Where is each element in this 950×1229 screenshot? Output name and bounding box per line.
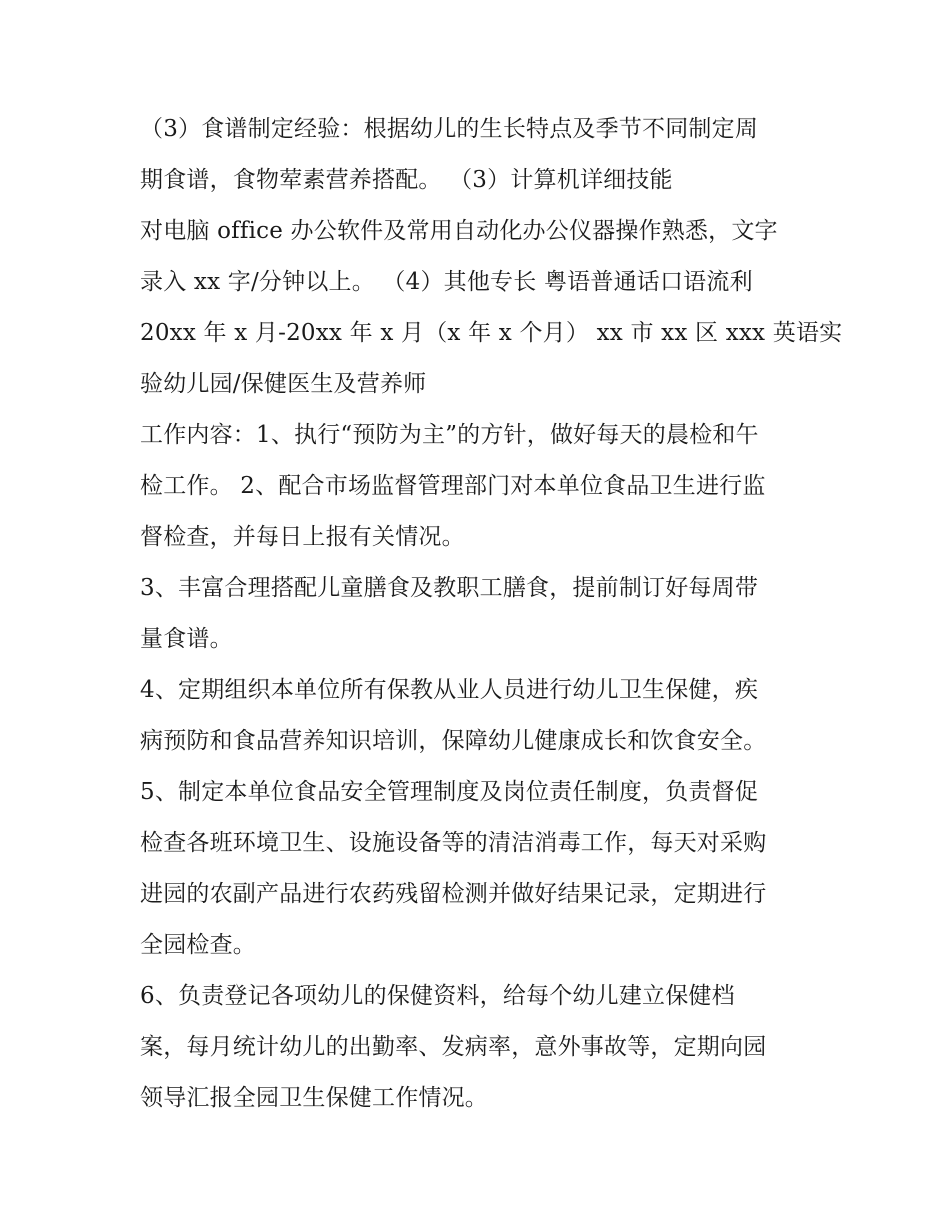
text-line: 检查各班环境卫生、设施设备等的清洁消毒工作，每天对采购 bbox=[140, 830, 767, 856]
text-line: 期食谱，食物荤素营养搭配。 （3）计算机详细技能 bbox=[140, 167, 673, 193]
text-line: 领导汇报全园卫生保健工作情况。 bbox=[140, 1085, 488, 1111]
text-line: 对电脑 office 办公软件及常用自动化办公仪器操作熟悉，文字 bbox=[140, 218, 778, 244]
text-line: 全园检查。 bbox=[140, 932, 256, 958]
document-body bbox=[140, 104, 843, 1124]
text-line: 5、制定本单位食品安全管理制度及岗位责任制度，负责督促 bbox=[140, 779, 759, 805]
text-line: 量食谱。 bbox=[140, 626, 233, 652]
text-line: 验幼儿园/保健医生及营养师 bbox=[140, 371, 427, 397]
text-line: 进园的农副产品进行农药残留检测并做好结果记录，定期进行 bbox=[140, 881, 767, 907]
text-line: 病预防和食品营养知识培训，保障幼儿健康成长和饮食安全。 bbox=[140, 728, 767, 754]
text-line: 工作内容：1、执行“预防为主”的方针，做好每天的晨检和午 bbox=[140, 422, 759, 448]
text-line: 案，每月统计幼儿的出勤率、发病率，意外事故等，定期向园 bbox=[140, 1034, 767, 1060]
text-line: （3）食谱制定经验：根据幼儿的生长特点及季节不同制定周 bbox=[140, 116, 759, 142]
text-line: 督检查，并每日上报有关情况。 bbox=[140, 524, 465, 550]
text-line: 录入 xx 字/分钟以上。 （4）其他专长 粤语普通话口语流利 bbox=[140, 269, 753, 295]
text-line: 20xx 年 x 月-20xx 年 x 月（x 年 x 个月） xx 市 xx 区 xxx 英语实 bbox=[140, 320, 843, 346]
text-line: 4、定期组织本单位所有保教从业人员进行幼儿卫生保健，疾 bbox=[140, 677, 759, 703]
text-line: 检工作。 2、配合市场监督管理部门对本单位食品卫生进行监 bbox=[140, 473, 766, 499]
text-line: 6、负责登记各项幼儿的保健资料，给每个幼儿建立保健档 bbox=[140, 983, 735, 1009]
text-line: 3、丰富合理搭配儿童膳食及教职工膳食，提前制订好每周带 bbox=[140, 575, 759, 601]
